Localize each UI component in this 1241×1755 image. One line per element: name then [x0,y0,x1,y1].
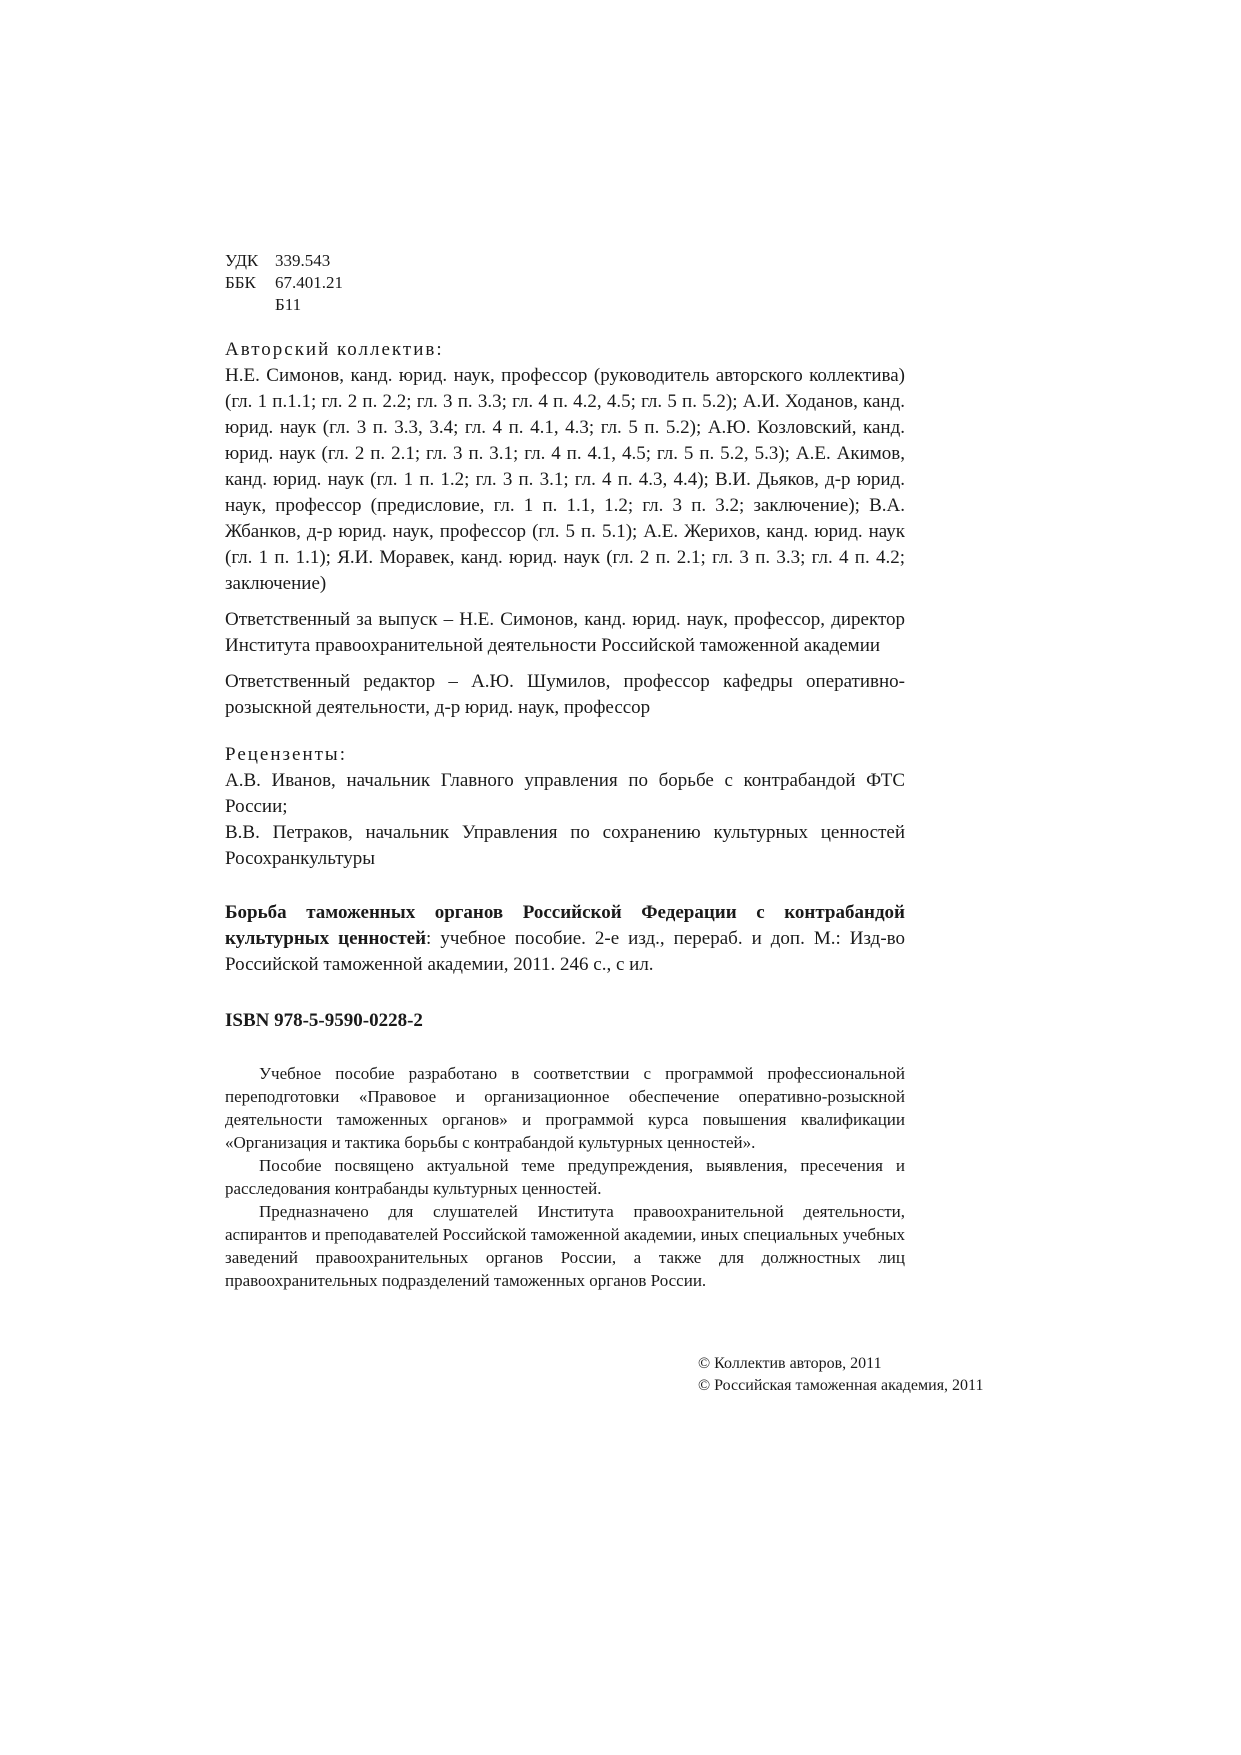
imprint-block [225,250,905,1292]
isbn: ISBN 978-5-9590-0228-2 [225,1010,423,1031]
bbk-value: 67.401.21 [275,273,343,292]
bibliographic-details: : учебное пособие. 2-е изд., перераб. и доп. М.: Изд-во Российской таможенной академии, 2011. 246 с., с ил. [225,928,905,975]
book-title: Борьба таможенных органов Российской Федерации с контрабандой культурных ценностей [225,902,905,949]
bbk-row [225,272,905,294]
udc-value: 339.543 [275,251,331,270]
authors-heading: Авторский коллектив: [225,339,444,360]
reviewer-item: А.В. Иванов, начальник Главного управления по борьбе с контрабандой ФТС России; [225,770,905,817]
udc-label: УДК [225,251,259,270]
authors-list: Н.Е. Симонов, канд. юрид. наук, профессор (руководитель авторского коллектива) (гл. 1 п.1.1; гл. 2 п. 2.2; гл. 3 п. 3.3; гл. 4 п. 4.2, 4.5; гл. 5 п. 5.2); А.И. Ходанов, канд. юрид. наук (гл. 3 п. 3.3, 3.4; гл. 4 п. 4.1, 4.3; гл. 5 п. 5.2); А.Ю. Козловский, канд. юрид. наук (гл. 2 п. 2.1; гл. 3 п. 3.1; гл. 4 п. 4.1, 4.5; гл. 5 п. 5.2, 5.3); А.Е. Акимов, канд. юрид. наук (гл. 1 п. 1.2; гл. 3 п. 3.1; гл. 4 п. 4.3, 4.4); В.И. Дьяков, д-р юрид. наук, профессор (предисловие, гл. 1 п. 1.1, 1.2; гл. 3 п. 3.2; заключение); В.А. Жбанков, д-р юрид. наук, профессор (гл. 5 п. 5.1); А.Е. Жерихов, канд. юрид. наук (гл. 1 п. 1.1); Я.И. Моравек, канд. юрид. наук (гл. 2 п. 2.1; гл. 3 п. 3.3; гл. 4 п. 4.2; заключение) [225,365,905,594]
responsible-editor: Ответственный редактор – А.Ю. Шумилов, профессор кафедры оперативно-розыскной деятельности, д-р юрид. наук, профессор [225,671,905,718]
author-mark: Б11 [275,295,302,314]
abstract-paragraph: Предназначено для слушателей Института правоохранительной деятельности, аспирантов и преподавателей Российской таможенной академии, иных специальных учебных заведений правоохранительных органов России, а также для должностных лиц правоохранительных подразделений таможенных органов России. [225,1202,905,1290]
copyright-block [698,1353,983,1397]
responsible-release: Ответственный за выпуск – Н.Е. Симонов, канд. юрид. наук, профессор, директор Института правоохранительной деятельности Российской таможенной академии [225,609,905,656]
author-mark-row [225,294,905,316]
copyright-line: © Коллектив авторов, 2011 [698,1355,882,1372]
bbk-label: ББК [225,273,256,292]
reviewers-heading: Рецензенты: [225,744,347,765]
bibliographic-description [225,900,905,978]
abstract-paragraph: Пособие посвящено актуальной теме предупреждения, выявления, пресечения и расследования контрабанды культурных ценностей. [225,1156,905,1198]
udc-row [225,250,905,272]
classification-block [225,250,905,316]
copyright-line: © Российская таможенная академия, 2011 [698,1377,984,1394]
abstract [225,1062,905,1292]
reviewer-item: В.В. Петраков, начальник Управления по сохранению культурных ценностей Росохранкультуры [225,822,905,869]
abstract-paragraph: Учебное пособие разработано в соответствии с программой профессиональной переподготовки «Правовое и организационное обеспечение оперативно-розыскной деятельности таможенных органов» и программой курса повышения квалификации «Организация и тактика борьбы с контрабандой культурных ценностей». [225,1064,905,1152]
